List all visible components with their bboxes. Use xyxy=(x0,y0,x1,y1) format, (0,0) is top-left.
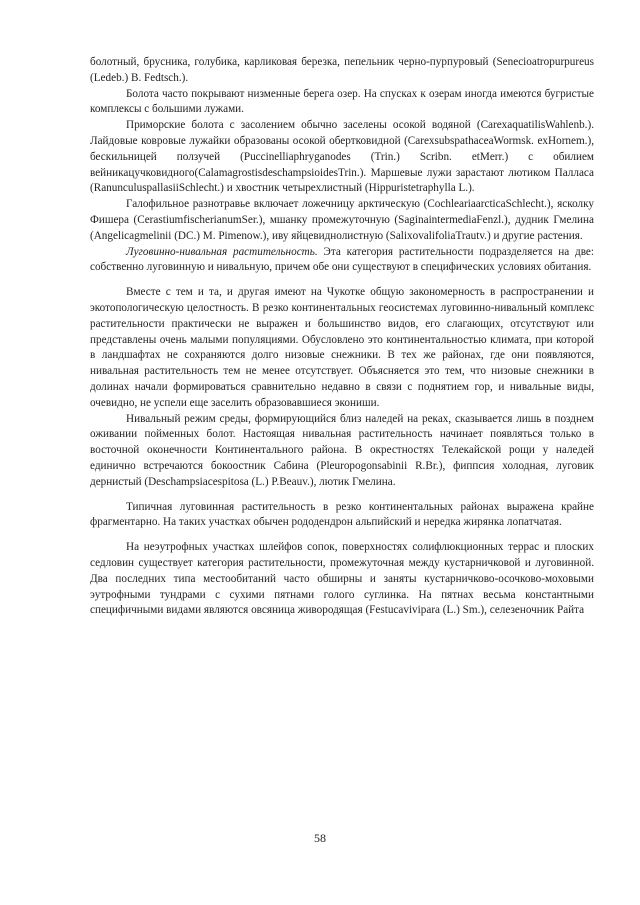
paragraph: болотный, брусника, голубика, карликовая березка, пепельник черно-пурпуровый (Senecioatropurpureus (Ledeb.) B. Fedtsch.). xyxy=(90,56,594,84)
paragraph-text: Эта категория растительности подразделяется на две: собственно луговинную и нивальную, причем обе они существуют в специфических условиях обитания. xyxy=(90,245,594,274)
paragraph xyxy=(90,245,594,277)
body-text xyxy=(90,55,594,619)
paragraph-italic-lead: Луговинно-нивальная растительность. xyxy=(126,245,318,258)
paragraph: Галофильное разнотравье включает ложечницу арктическую (CochleariaarcticaSchlecht.), ясколку Фишера (CerastiumfischerianumSer.), мшанку промежуточную (SaginaintermediaFenzl.), дудник Гмелина (Angelicagmelinii (DC.) M. Pimenow.), иву яйцевиднолистную (SalixovalifoliaTrautv.) и другие растения. xyxy=(90,198,594,242)
paragraph: На неэутрофных участках шлейфов сопок, поверхностях солифлюкционных террас и плоских седловин существует категория растительности, промежуточная между кустарничковой и луговинной. Два последних типа местообитаний часто обширны и заняты кустарничково-осочково-моховыми эутрофными тундрами с сухими пятнами голого суглинка. На пятнах весьма константными специфичными видами являются овсяница живородящая (Festucavivipara (L.) Sm.), селезеночник Райта xyxy=(90,541,594,617)
paragraph: Типичная луговинная растительность в резко континентальных районах выражена крайне фрагментарно. На таких участках обычен рододендрон альпийский и нередка жирянка лопатчатая. xyxy=(90,500,594,529)
page-number: 58 xyxy=(314,831,326,845)
paragraph: Нивальный режим среды, формирующийся близ наледей на реках, сказывается лишь в позднем оживании пойменных болот. Настоящая нивальная растительность начинает появляться только в восточной оконечности Континентального района. В окрестностях Телекайской рощи у наледей единично встречаются бокоостник Сабина (Pleuropogonsabinii R.Br.), фиппсия холодная, луговик дернистый (Deschampsiacespitosa (L.) P.Beauv.), лютик Гмелина. xyxy=(90,412,594,488)
paragraph: Болота часто покрывают низменные берега озер. На спусках к озерам иногда имеются бугристые комплексы с большими лужами. xyxy=(90,87,594,116)
paragraph: Приморские болота с засолением обычно заселены осокой водяной (CarexaquatilisWahlenb.). Лайдовые ковровые лужайки образованы осокой обертковидной (CarexsubspathaceaWormsk. exHornem.), бескильницей ползучей (Puccinelliaphryganodes (Trin.) Scribn. etMerr.) с обилием вейникацучковидного(CalamagrostisdeschampsioidesTrin.). Маршевые лужи зарастают лютиком Палласа (RanunculuspallasiiSchlecht.) и хвостник четырехлистный (Hippuristetraphylla L.). xyxy=(90,119,594,195)
paragraph: Вместе с тем и та, и другая имеют на Чукотке общую закономерность в распространении и экотопологическую целостность. В резко континентальных геосистемах луговинно-нивальный комплекс растительности практически не выражен и большинство видов, его слагающих, отсутствуют или представлены очень малыми популяциями. Обусловлено это континентальностью климата, при которой в ландшафтах не сохраняются долго низовые снежники. В тех же районах, где они появляются, нивальная растительность тем не менее отсутствует. Объясняется это тем, что низовые снежники в долинах начали формироваться сравнительно недавно в связи с поднятием гор, и нивальные виды, очевидно, не успели еще заселить образовавшиеся экониши. xyxy=(90,286,594,409)
